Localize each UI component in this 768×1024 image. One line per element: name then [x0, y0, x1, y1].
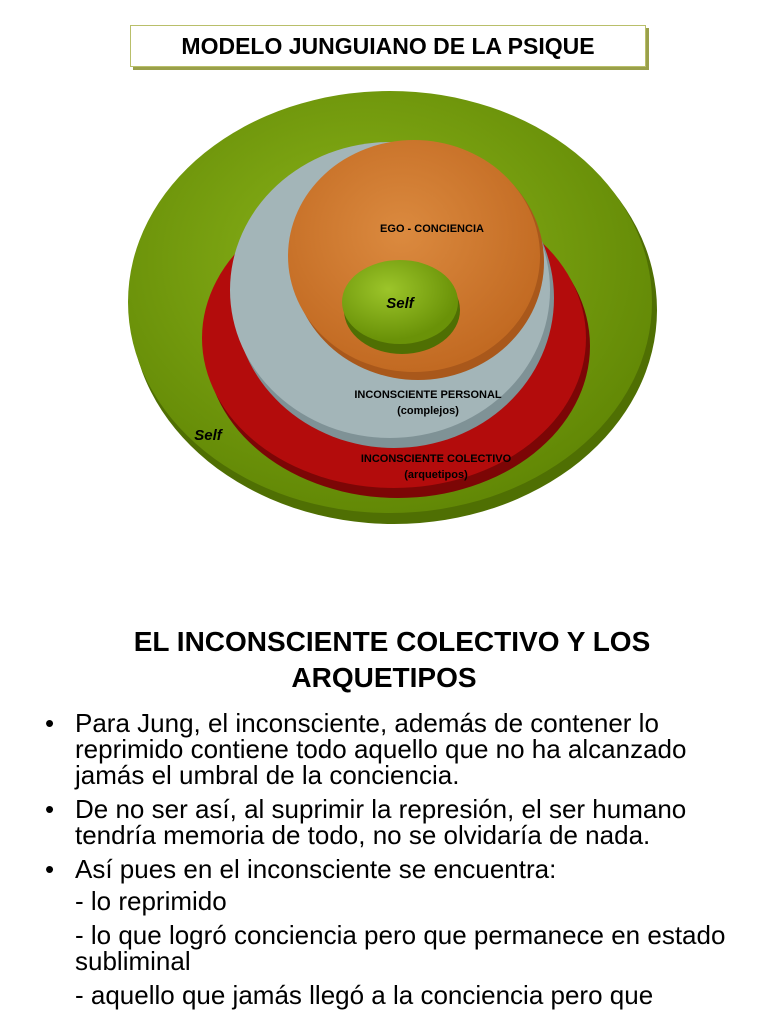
bullet-item	[45, 710, 735, 788]
ego-label: EGO - CONCIENCIA	[380, 223, 484, 235]
bullet-text: De no ser así, al suprimir la represión, el ser humano tendría memoria de todo, no se olvidaría de nada.	[75, 794, 687, 850]
bullet-text: Así pues en el inconsciente se encuentra:	[75, 854, 557, 884]
collective-unconscious-label: INCONSCIENTE COLECTIVO	[360, 453, 512, 465]
bullet-marker: •	[45, 854, 55, 884]
heading-line-2: ARQUETIPOS	[291, 662, 477, 693]
heading-line-1: EL INCONSCIENTE COLECTIVO Y LOS	[133, 626, 651, 657]
bullet-item	[45, 796, 735, 848]
bullet-list	[45, 710, 735, 1016]
bullet-marker: •	[45, 708, 55, 738]
sub-item: - aquello que jamás llegó a la conciencia pero que	[75, 980, 654, 1010]
bullet-item	[45, 856, 735, 882]
inner-self-label: Self	[386, 295, 414, 312]
bullet-marker: •	[45, 794, 55, 824]
sub-item: - lo reprimido	[75, 886, 227, 916]
sub-item: - lo que logró conciencia pero que permanece en estado subliminal	[75, 920, 726, 976]
psyche-diagram	[0, 70, 768, 540]
slide-title: MODELO JUNGUIANO DE LA PSIQUE	[130, 25, 646, 67]
personal-unconscious-label: INCONSCIENTE PERSONAL	[354, 389, 502, 401]
collective-unconscious-sub: (arquetipos)	[404, 469, 468, 481]
bullet-text: Para Jung, el inconsciente, además de contener lo reprimido contiene todo aquello que no ha alcanzado jamás el umbral de la conciencia.	[75, 708, 687, 790]
outer-self-label: Self	[194, 427, 222, 444]
personal-unconscious-sub: (complejos)	[397, 405, 459, 417]
section-heading	[0, 624, 768, 696]
